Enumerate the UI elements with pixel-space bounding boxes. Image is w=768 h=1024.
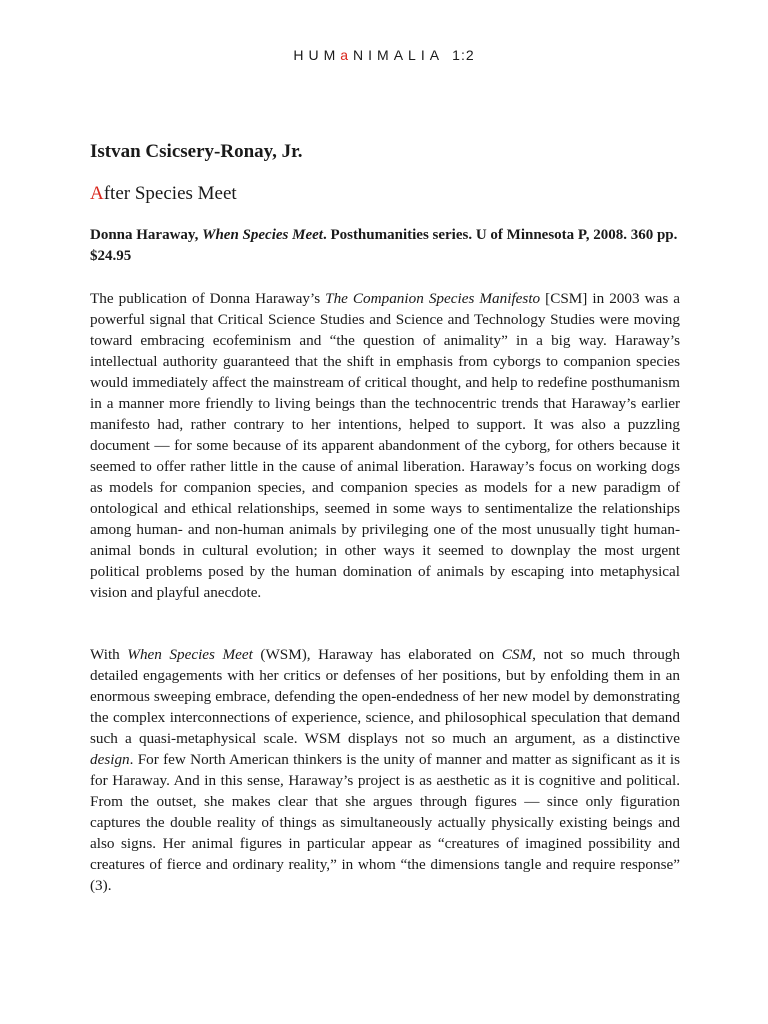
citation-author: Donna Haraway,: [90, 227, 203, 243]
body-paragraph-1: [90, 288, 680, 603]
italic-abbreviation: CSM: [501, 646, 533, 663]
running-head: [0, 47, 768, 63]
title-initial-letter: A: [90, 183, 104, 204]
title-rest: fter Species Meet: [103, 183, 237, 204]
journal-name-part2: NIMALIA: [353, 47, 444, 63]
italic-term: design: [90, 751, 130, 768]
citation-details: . Posthumanities series. U of Minnesota P, 2008. 360 pp. $24.95: [90, 227, 678, 264]
text-run: , not so much through detailed engagements with her critics or defenses of her positions, but by enfolding them in an enormous sweeping embrace, defending the open-endedness of her new model by demonstrating the complex interconnections of experience, science, and philosophical speculation that demand such a quasi-metaphysical scale. WSM displays not so much an argument, as a distinctive: [90, 646, 680, 747]
body-paragraph-2: [90, 644, 680, 896]
article-title: [90, 183, 237, 205]
italic-title: When Species Meet: [127, 646, 253, 663]
text-run: (WSM), Haraway has elaborated on: [252, 646, 502, 663]
italic-title: The Companion Species Manifesto: [325, 290, 541, 307]
article-author: Istvan Csicsery-Ronay, Jr.: [90, 141, 303, 162]
issue-number: 1:2: [452, 47, 475, 63]
text-run: The publication of Donna Haraway’s: [90, 290, 326, 307]
text-run: With: [90, 646, 128, 663]
journal-name-accent-letter: a: [340, 47, 354, 63]
text-run: [CSM] in 2003 was a powerful signal that Critical Science Studies and Science and Technology Studies were moving toward embracing ecofeminism and “the question of animality” in a big way. Haraway’s intellectual authority guaranteed that the shift in emphasis from cyborgs to companion species would immediately affect the mainstream of critical thought, and help to redefine posthumanism in a manner more friendly to living beings than the technocentric trends that Haraway’s earlier manifesto had, rather contrary to her intentions, helped to support. It was also a puzzling document — for some because of its apparent abandonment of the cyborg, for others because it seemed to offer rather little in the cause of animal liberation. Haraway’s focus on working dogs as models for companion species, and companion species as models for a new paradigm of ontological and ethical relationships, seemed in some ways to sentimentalize the relationships among human- and non-human animals by privileging one of the most unusually tight human-animal bonds in cultural evolution; in other ways it seemed to downplay the most urgent political problems posed by the human domination of animals by escaping into metaphysical vision and playful anecdote.: [90, 290, 680, 601]
book-citation: [90, 225, 680, 267]
journal-name-part1: HUM: [293, 47, 341, 63]
journal-name: [293, 47, 443, 63]
text-run: . For few North American thinkers is the unity of manner and matter as significant as it is for Haraway. And in this sense, Haraway’s project is as aesthetic as it is cognitive and political. From the outset, she makes clear that she argues through figures — since only figuration captures the double reality of things as simultaneously actually physically existing beings and also signs. Her animal figures in particular appear as “creatures of imagined possibility and creatures of fierce and ordinary reality,” in whom “the dimensions tangle and require response” (3).: [90, 751, 680, 894]
citation-book-title: When Species Meet: [202, 227, 323, 243]
